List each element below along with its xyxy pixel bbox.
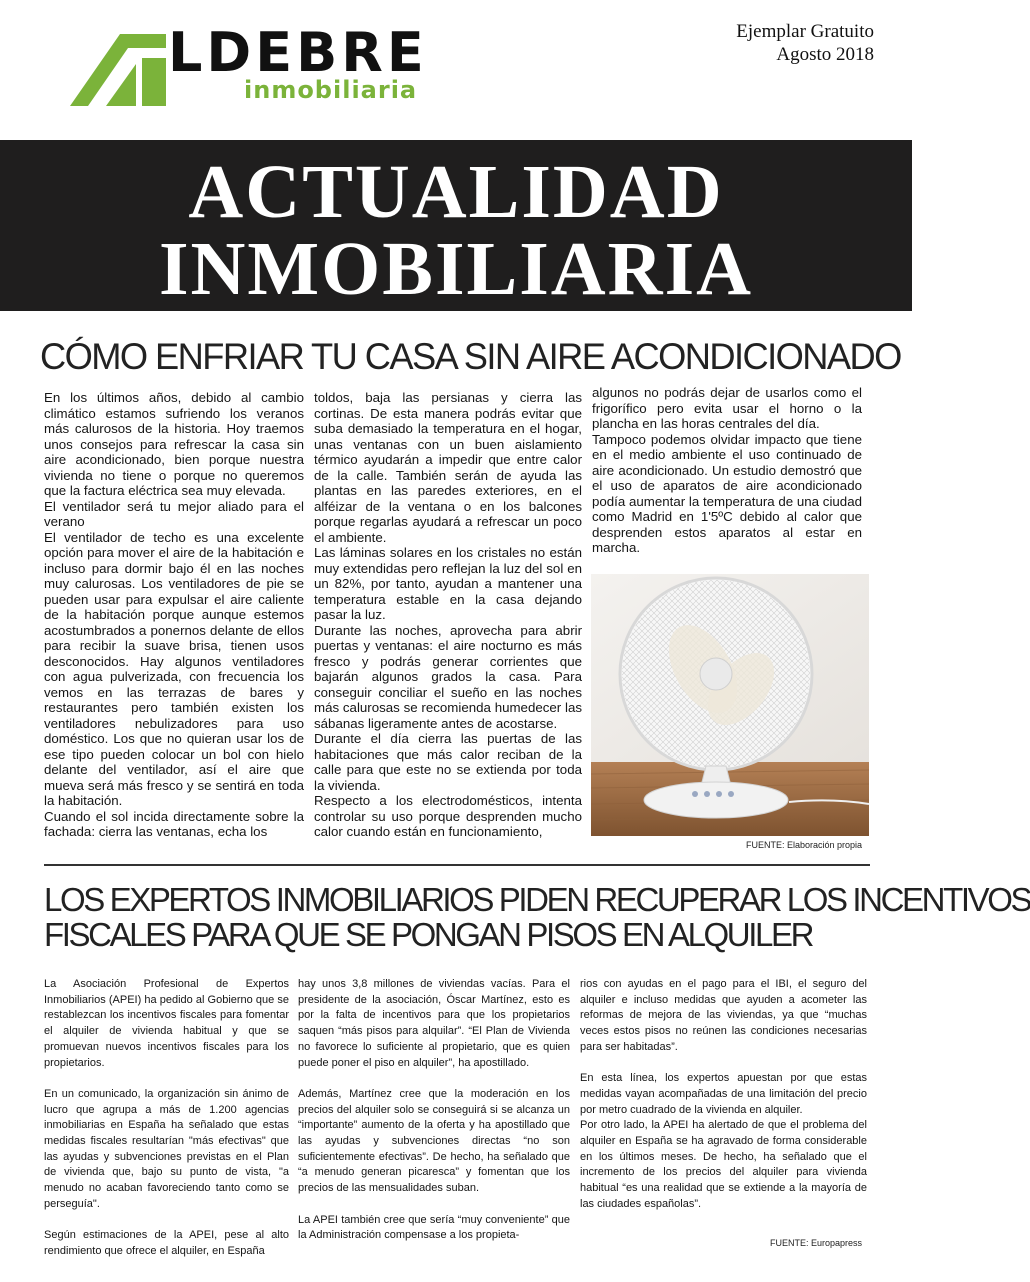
paragraph: En esta línea, los expertos apuestan por que estas medidas vayan acompañadas de una limitación del precio por metro cuadrado de la vivienda en alquiler. [580, 1072, 867, 1116]
paragraph: Tampoco podemos olvidar impacto que tiene en el medio ambiente el uso continuado de aire acondicionado. Un estudio demostró que el uso de aparatos de aire acondicionado podía aumentar la temperatura de una ciudad como Madrid en 1'5ºC debido al calor que desprenden estos aparatos al estar en marcha. [592, 431, 862, 555]
paragraph: toldos, baja las persianas y cierra las cortinas. De esta manera podrás evitar que suba demasiado la temperatura en el hogar, unas ventanas con un buen aislamiento térmico ayudarán a impedir que entre calor de la calle. También serán de ayuda las plantas en las paredes exteriores, en el alféizar de la ventana o en los balcones porque regarlas ayudará a refrescar un poco el ambiente. [314, 390, 582, 545]
paragraph: El ventilador será tu mejor aliado para el verano [44, 498, 304, 529]
source-caption: FUENTE: Europapress [770, 1238, 863, 1248]
article-2-headline-line-2: FISCALES PARA QUE SE PONGAN PISOS EN ALQUILER [44, 916, 812, 953]
fan-photo [591, 574, 869, 836]
paragraph: algunos no podrás dejar de usarlos como el frigorífico pero evita usar el horno o la plancha en las horas centrales del día. [592, 385, 862, 431]
paragraph: En un comunicado, la organización sin ánimo de lucro que agrupa a más de 1.200 agencias inmobiliarias en España ha señalado que estas medidas fiscales resultarían "más efectivas" que las ayudas y subvenciones previstas en el Plan de vivienda que, bajo su punto de vista, "a menudo no acaban favoreciendo tanto como se perseguía". [44, 1087, 289, 1210]
article-1-column-1 [44, 390, 304, 840]
masthead-line-2: INMOBILIARIA [158, 227, 754, 311]
article-2-headline-line-1: LOS EXPERTOS INMOBILIARIOS PIDEN RECUPERAR LOS INCENTIVOS [44, 881, 1030, 918]
brand-name: LDEBRE [168, 21, 428, 84]
paragraph: rios con ayudas en el pago para el IBI, el seguro del alquiler e incluso medidas que ayuden a acometer las reformas de mejora de las viviendas, ya que “muchas veces estos pisos no reúnen las condiciones necesarias para ser habitadas”. [580, 978, 867, 1053]
paragraph: Por otro lado, la APEI ha alertado de que el problema del alquiler en España se ha agravado de forma considerable en los últimos meses. De hecho, ha señalado que el incremento de los precios del alquiler para vivienda habitual “es una realidad que se extiende a la mayoría de las ciudades españolas”. [580, 1119, 867, 1210]
paragraph: La Asociación Profesional de Expertos Inmobiliarios (APEI) ha pedido al Gobierno que se restablezcan los incentivos fiscales para fomentar el alquiler de vivienda habitual y que se promuevan nuevos incentivos fiscales para los propietarios. [44, 978, 289, 1069]
issue-edition: Ejemplar Gratuito [736, 21, 874, 42]
masthead-banner [0, 140, 912, 311]
section-divider [44, 864, 870, 866]
article-2-column-1 [44, 977, 289, 1260]
photo-caption: FUENTE: Elaboración propia [746, 840, 863, 850]
paragraph: Las láminas solares en los cristales no están muy extendidas pero reflejan la luz del sol en un 82%, por tanto, ayudan a mantener una temperatura estable en la casa dejando pasar la luz. [314, 545, 582, 622]
paragraph: Durante el día cierra las puertas de las habitaciones que más calor reciban de la calle para que este no se extienda por toda la vivienda. [314, 731, 582, 793]
paragraph: hay unos 3,8 millones de viviendas vacías. Para el presidente de la asociación, Óscar Martínez, esto es por la falta de incentivos para que los propietarios saquen “más pisos para alquilar”. “El Plan de Vivienda no favorece lo suficiente al propietario, que es quien puede poner el piso en alquiler”, ha apostillado. [298, 978, 570, 1069]
paragraph: Además, Martínez cree que la moderación en los precios del alquiler solo se conseguirá si se alcanza un “importante” aumento de la oferta y ha apostillado que las ayudas y subvenciones directas “no son suficientemente efectivas”. De hecho, ha señalado que “a menudo generan picaresca” y fomentan que los precios de las mensualidades suban. [298, 1087, 570, 1195]
paragraph: La APEI también cree que sería “muy conveniente” que la Administración compensase a los propieta- [298, 1213, 570, 1242]
paragraph: Cuando el sol incida directamente sobre la fachada: cierra las ventanas, echa los [44, 808, 304, 839]
article-2-column-2 [298, 977, 570, 1244]
article-1-column-2 [314, 390, 582, 840]
paragraph: En los últimos años, debido al cambio climático estamos sufriendo los veranos más calurosos de la historia. Hoy traemos unos consejos para refrescar la casa sin aire acondicionado, bien porque nuestra vivienda no tiene o porque no queremos que la factura eléctrica sea muy elevada. [44, 390, 304, 498]
article-2-headline [44, 882, 1030, 952]
article-1-column-3 [592, 385, 862, 556]
brand-logo [66, 21, 446, 110]
paragraph: Según estimaciones de la APEI, pese al alto rendimiento que ofrece el alquiler, en España [44, 1229, 289, 1257]
brand-tagline: inmobiliaria [244, 76, 418, 104]
issue-info [736, 20, 874, 66]
paragraph: Respecto a los electrodomésticos, intenta controlar su uso porque desprenden mucho calor cuando están en funcionamiento, [314, 793, 582, 839]
masthead-line-1: ACTUALIDAD [188, 150, 724, 234]
issue-date: Agosto 2018 [776, 44, 874, 65]
fan-illustration [591, 574, 869, 836]
article-1-headline: CÓMO ENFRIAR TU CASA SIN AIRE ACONDICIONADO [40, 336, 901, 377]
paragraph: Durante las noches, aprovecha para abrir puertas y ventanas: el aire nocturno es más fresco y podrás generar corrientes que bajarán algunos grados la casa. Para conseguir conciliar el sueño en las noches más calurosas se recomienda humedecer las sábanas ligeramente antes de acostarse. [314, 622, 582, 731]
article-2-column-3 [580, 977, 867, 1213]
paragraph: El ventilador de techo es una excelente opción para mover el aire de la habitación e incluso para dormir bajo él en las noches muy calurosas. Los ventiladores de pie se pueden usar para expulsar el aire caliente de la habitación porque aunque estemos acostumbrados a ponernos delante de ellos para recibir la suave brisa, tienen usos desconocidos. Hay algunos ventiladores con agua pulverizada, con frecuencia los vemos en las terrazas de bares y restaurantes pero también existen los ventiladores nebulizadores para uso doméstico. Los que no quieran usar los de ese tipo pueden colocar un bol con hielo delante del ventilador, así el aire que mueva será más fresco y se sentirá en toda la habitación. [44, 529, 304, 808]
